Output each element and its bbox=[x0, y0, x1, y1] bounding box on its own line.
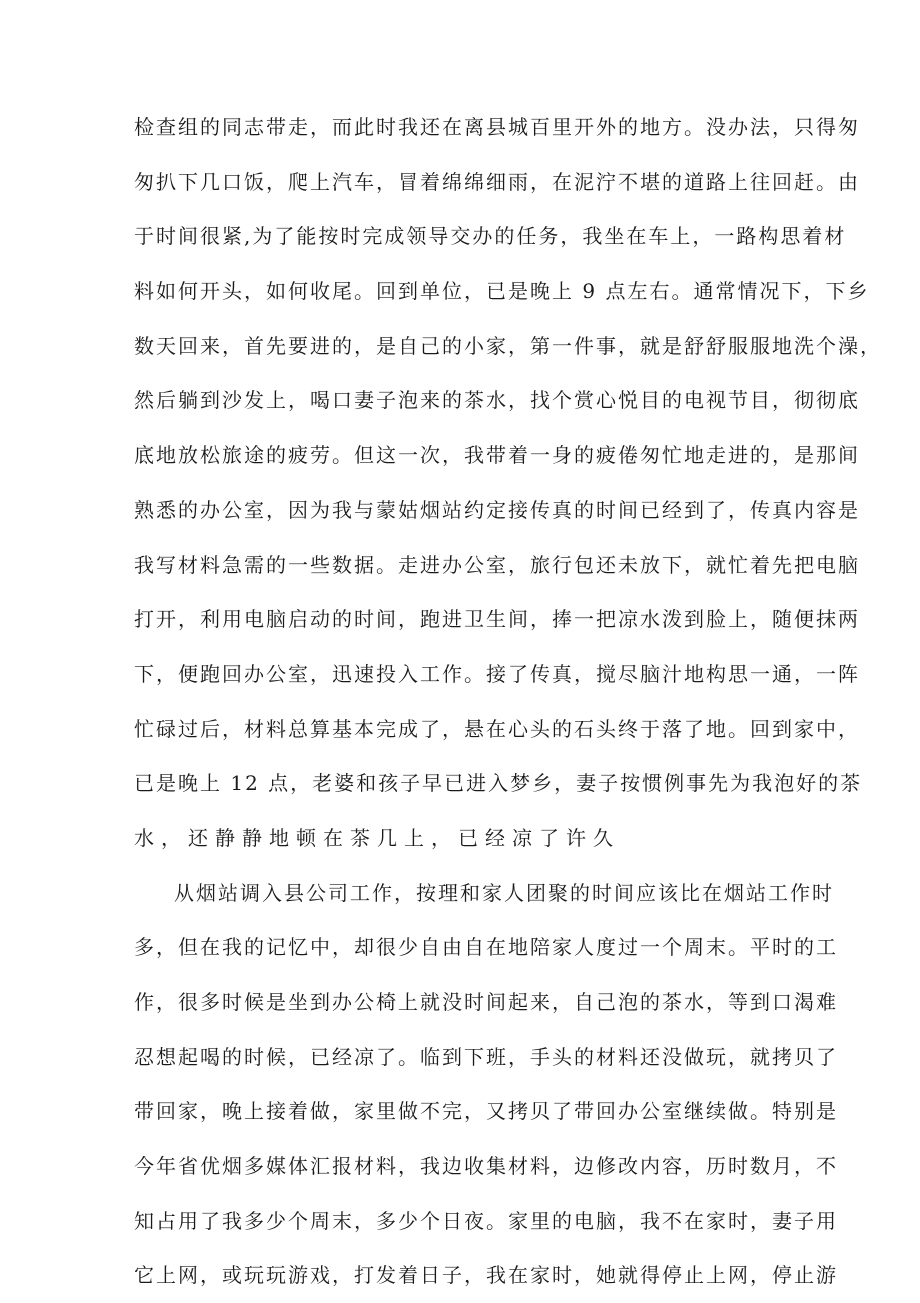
document-page bbox=[134, 100, 882, 1303]
text-line: 匆扒下几口饭，爬上汽车，冒着绵绵细雨，在泥泞不堪的道路上往回赶。由 bbox=[134, 169, 860, 194]
text-line: 从烟站调入县公司工作，按理和家人团聚的时间应该比在烟站工作时 bbox=[174, 880, 834, 905]
paragraph bbox=[134, 866, 838, 1303]
text-line: 忍想起喝的时候，已经凉了。临到下班，手头的材料还没做玩，就拷贝了 bbox=[134, 1044, 838, 1069]
text-line: 今年省优烟多媒体汇报材料，我边收集材料，边修改内容，历时数月，不 bbox=[134, 1154, 838, 1179]
text-line: 底地放松旅途的疲劳。但这一次，我带着一身的疲倦匆忙地走进的，是那间 bbox=[134, 443, 860, 468]
text-line: 多，但在我的记忆中，却很少自由自在地陪家人度过一个周末。平时的工 bbox=[134, 935, 838, 960]
text-line: 下，便跑回办公室，迅速投入工作。接了传真，搅尽脑汁地构思一通，一阵 bbox=[134, 661, 860, 686]
text-line: 水，还静静地顿在茶几上，已经凉了许久 bbox=[134, 825, 620, 850]
text-line: 忙碌过后，材料总算基本完成了，悬在心头的石头终于落了地。回到家中， bbox=[134, 716, 860, 741]
text-line: 于时间很紧,为了能按时完成领导交办的任务，我坐在车上，一路构思着材 bbox=[134, 224, 847, 249]
text-line: 数天回来，首先要进的，是自己的小家，第一件事，就是舒舒服服地洗个澡， bbox=[134, 333, 882, 358]
text-line: 检查组的同志带走，而此时我还在离县城百里开外的地方。没办法，只得匆 bbox=[134, 115, 860, 139]
paragraph bbox=[134, 100, 882, 866]
text-line: 我写材料急需的一些数据。走进办公室，旅行包还未放下，就忙着先把电脑 bbox=[134, 552, 860, 577]
text-line: 料如何开头，如何收尾。回到单位，已是晚上 9 点左右。通常情况下，下乡 bbox=[134, 279, 870, 304]
text-line: 它上网，或玩玩游戏，打发着日子，我在家时，她就得停止上网，停止游 bbox=[134, 1263, 838, 1288]
text-line: 然后躺到沙发上，喝口妻子泡来的茶水，找个赏心悦目的电视节目，彻彻底 bbox=[134, 388, 860, 413]
text-line: 已是晚上 12 点，老婆和孩子早已进入梦乡，妻子按惯例事先为我泡好的茶 bbox=[134, 771, 863, 796]
text-line: 作，很多时候是坐到办公椅上就没时间起来，自己泡的茶水，等到口渴难 bbox=[134, 990, 838, 1014]
text-line: 熟悉的办公室，因为我与蒙姑烟站约定接传真的时间已经到了，传真内容是 bbox=[134, 497, 860, 522]
text-line: 带回家，晚上接着做，家里做不完，又拷贝了带回办公室继续做。特别是 bbox=[134, 1099, 838, 1124]
text-line: 知占用了我多少个周末，多少个日夜。家里的电脑，我不在家时，妻子用 bbox=[134, 1208, 838, 1233]
text-line: 打开，利用电脑启动的时间，跑进卫生间，捧一把凉水泼到脸上，随便抹两 bbox=[134, 607, 860, 632]
